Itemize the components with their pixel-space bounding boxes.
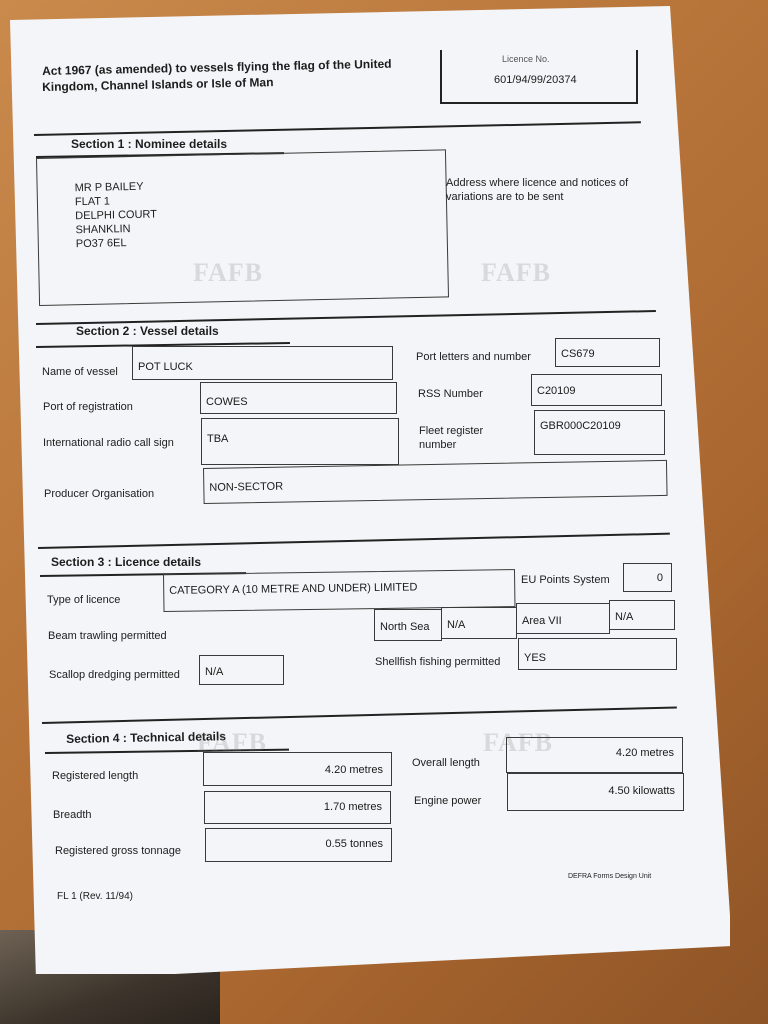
producer-organisation-value: NON-SECTOR — [203, 460, 668, 504]
licence-number-box — [440, 50, 638, 104]
address-note-line2: variations are to be sent — [446, 191, 564, 203]
act-text-line1: Act 1967 (as amended) to vessels flying the flag of the United — [42, 56, 392, 78]
address-line: SHANKLIN — [75, 223, 131, 237]
design-unit-label: DEFRA Forms Design Unit — [568, 873, 652, 880]
licence-number: 601/94/99/20374 — [494, 74, 577, 86]
address-line: PO37 6EL — [75, 237, 127, 251]
scallop-dredging-value: N/A — [199, 655, 284, 685]
gross-tonnage-label: Registered gross tonnage — [55, 845, 181, 857]
radio-call-sign-label: International radio call sign — [43, 437, 174, 449]
gross-tonnage-value: 0.55 tonnes — [205, 828, 392, 862]
overall-length-label: Overall length — [412, 757, 480, 769]
header-divider — [34, 121, 641, 136]
beam-trawling-label: Beam trawling permitted — [48, 630, 167, 642]
engine-power-label: Engine power — [414, 795, 482, 807]
port-registration-label: Port of registration — [43, 401, 133, 413]
watermark: FAFB — [481, 258, 551, 287]
address-line: DELPHI COURT — [75, 208, 158, 223]
section3-title: Section 3 : Licence details — [51, 555, 202, 569]
licence-number-label: Licence No. — [502, 54, 550, 64]
section4-title: Section 4 : Technical details — [66, 729, 227, 746]
section1-title: Section 1 : Nominee details — [71, 137, 228, 151]
eu-points-label: EU Points System — [521, 574, 610, 586]
registered-length-value: 4.20 metres — [203, 752, 392, 786]
fleet-register-label-1: Fleet register — [419, 425, 484, 437]
north-sea-value: N/A — [441, 607, 517, 639]
vessel-name-label: Name of vessel — [42, 366, 118, 378]
eu-points-value: 0 — [623, 563, 672, 592]
north-sea-label: North Sea — [374, 609, 442, 641]
address-note-line1: Address where licence and notices of — [446, 177, 629, 189]
port-letters-label: Port letters and number — [416, 351, 531, 363]
fleet-register-value: GBR000C20109 — [534, 410, 665, 455]
breadth-value: 1.70 metres — [204, 791, 391, 824]
fleet-register-label-2: number — [419, 439, 457, 451]
rss-number-value: C20109 — [531, 374, 662, 406]
watermark: FAFB — [193, 258, 263, 287]
section3-divider — [38, 533, 670, 549]
area-vii-value: N/A — [609, 600, 675, 630]
shellfish-fishing-label: Shellfish fishing permitted — [375, 656, 501, 668]
vessel-name-value: POT LUCK — [132, 346, 393, 380]
form-reference: FL 1 (Rev. 11/94) — [57, 891, 133, 902]
breadth-label: Breadth — [53, 809, 92, 821]
address-line: FLAT 1 — [74, 195, 111, 209]
scallop-dredging-label: Scallop dredging permitted — [49, 669, 180, 681]
producer-organisation-label: Producer Organisation — [44, 488, 155, 500]
engine-power-value: 4.50 kilowatts — [507, 773, 684, 811]
address-line: MR P BAILEY — [74, 180, 144, 195]
overall-length-value: 4.20 metres — [506, 737, 683, 773]
area-vii-label: Area VII — [516, 603, 610, 634]
shellfish-fishing-value: YES — [518, 638, 677, 670]
registered-length-label: Registered length — [52, 770, 139, 782]
section4-divider — [42, 706, 677, 724]
watermark: FAFB — [197, 728, 267, 757]
licence-type-value: CATEGORY A (10 METRE AND UNDER) LIMITED — [163, 569, 515, 612]
section2-divider — [36, 310, 656, 325]
rss-number-label: RSS Number — [418, 388, 483, 400]
act-text-line2: Kingdom, Channel Islands or Isle of Man — [42, 75, 274, 94]
watermark: FAFB — [483, 728, 553, 757]
radio-call-sign-value: TBA — [201, 418, 399, 465]
licence-type-label: Type of licence — [47, 594, 121, 606]
port-letters-value: CS679 — [555, 338, 660, 367]
port-registration-value: COWES — [200, 382, 397, 414]
section2-title: Section 2 : Vessel details — [76, 324, 219, 338]
